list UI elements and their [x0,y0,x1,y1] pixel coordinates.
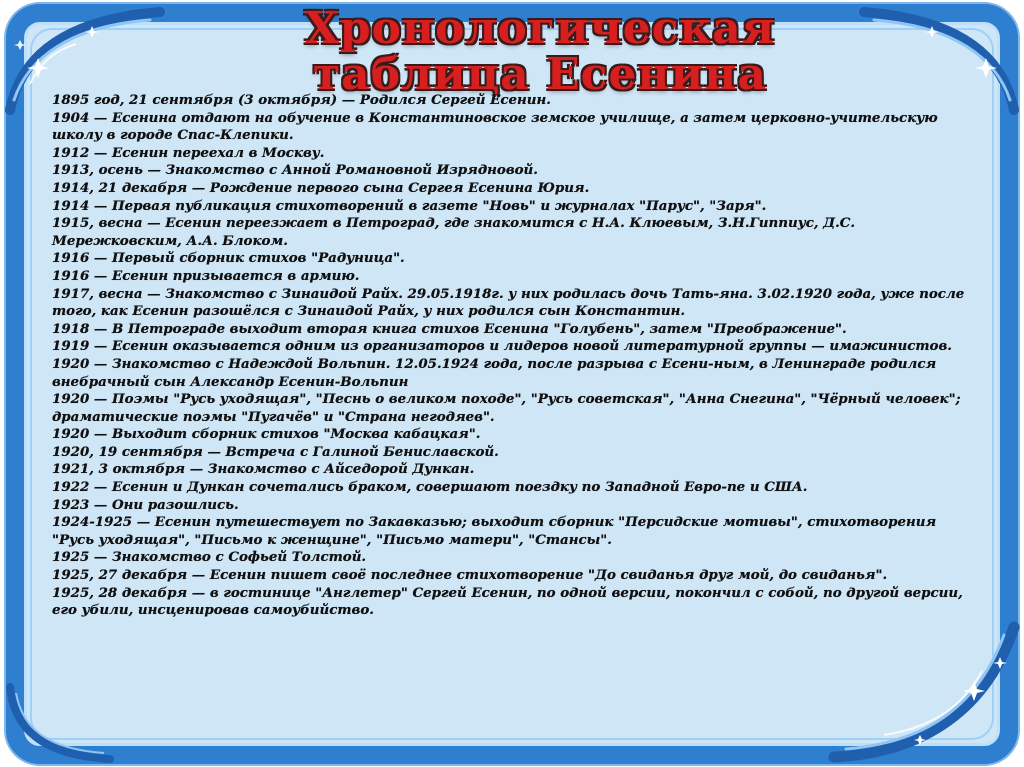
chronology-entry: 1920 — Поэмы "Русь уходящая", "Песнь о великом походе", "Русь советская", "Анна Снегина", "Чёрный человек"; драматические поэмы "Пугачёв" и "Страна негодяев". [52,391,961,425]
chronology-entry: 1914 — Первая публикация стихотворений в газете "Новь" и журналах "Парус", "Заря". [52,197,767,214]
chronology-entry: 1920 — Знакомство с Надеждой Вольпин. 12.05.1924 года, после разрыва с Есени-ным, в Ленинграде родился внебрачный сын Александр Есенин-Вольпин [52,355,937,390]
chronology-entry: 1895 год, 21 сентября (3 октября) — Родился Сергей Есенин. [52,92,551,108]
chronology-entry: 1916 — Есенин призывается в армию. [52,267,360,284]
chronology-entry: 1916 — Первый сборник стихов "Радуница". [52,250,405,267]
chronology-entry: 1917, весна — Знакомство с Зинаидой Райх. 29.05.1918г. у них родилась дочь Тать-яна. 3.02.1920 года, уже после того, как Есенин разошёлся с Зинаидой Райх, у них родился сын Константин. [52,285,965,320]
title-line-2: таблица Есенина [313,49,767,100]
chronology-entry: 1918 — В Петрограде выходит вторая книга стихов Есенина "Голубень", затем "Преображение". [52,320,847,337]
chronology-entry: 1920 — Выходит сборник стихов "Москва кабацкая". [52,426,481,443]
chronology-entry: 1920, 19 сентября — Встреча с Галиной Бениславской. [52,443,499,460]
chronology-entry: 1912 — Есенин переехал в Москву. [52,144,325,161]
chronology-entry: 1925, 27 декабря — Есенин пишет своё последнее стихотворение "До свиданья друг мой, до свиданья". [52,567,888,584]
chronology-entry: 1904 — Есенина отдают на обучение в Константиновское земское училище, а затем церковно-учительскую школу в городе Спас-Клепики. [52,109,938,144]
chronology-entry: 1914, 21 декабря — Рождение первого сына Сергея Есенина Юрия. [52,179,590,196]
chronology-entry: 1925 — Знакомство с Софьей Толстой. [52,549,367,566]
chronology-entry: 1924-1925 — Есенин путешествует по Закавказью; выходит сборник "Персидские мотивы", стихотворения "Русь уходящая", "Письмо к женщине", "Письмо матери", "Стансы". [52,514,937,548]
chronology-entry: 1919 — Есенин оказывается одним из организаторов и лидеров новой литературной группы — имажинистов. [52,338,952,355]
chronology-list [52,92,972,742]
page-title [160,3,920,100]
chronology-entry: 1913, осень — Знакомство с Анной Романовной Изрядновой. [52,162,538,179]
chronology-entry: 1915, весна — Есенин переезжает в Петроград, где знакомится с Н.А. Клюевым, З.Н.Гиппиус, Д.С. Мережковским, А.А. Блоком. [52,215,856,249]
chronology-entry: 1925, 28 декабря — в гостинице "Англетер" Сергей Есенин, по одной версии, покончил с собой, по другой версии, его убили, инсценировав самоубийство. [52,584,963,619]
title-line-1: Хронологическая [304,3,776,54]
chronology-entry: 1923 — Они разошлись. [52,496,239,513]
chronology-entry: 1922 — Есенин и Дункан сочетались браком, совершают поездку по Западной Евро-пе и США. [52,479,808,496]
chronology-entry: 1921, 3 октября — Знакомство с Айседорой Дункан. [52,461,475,478]
